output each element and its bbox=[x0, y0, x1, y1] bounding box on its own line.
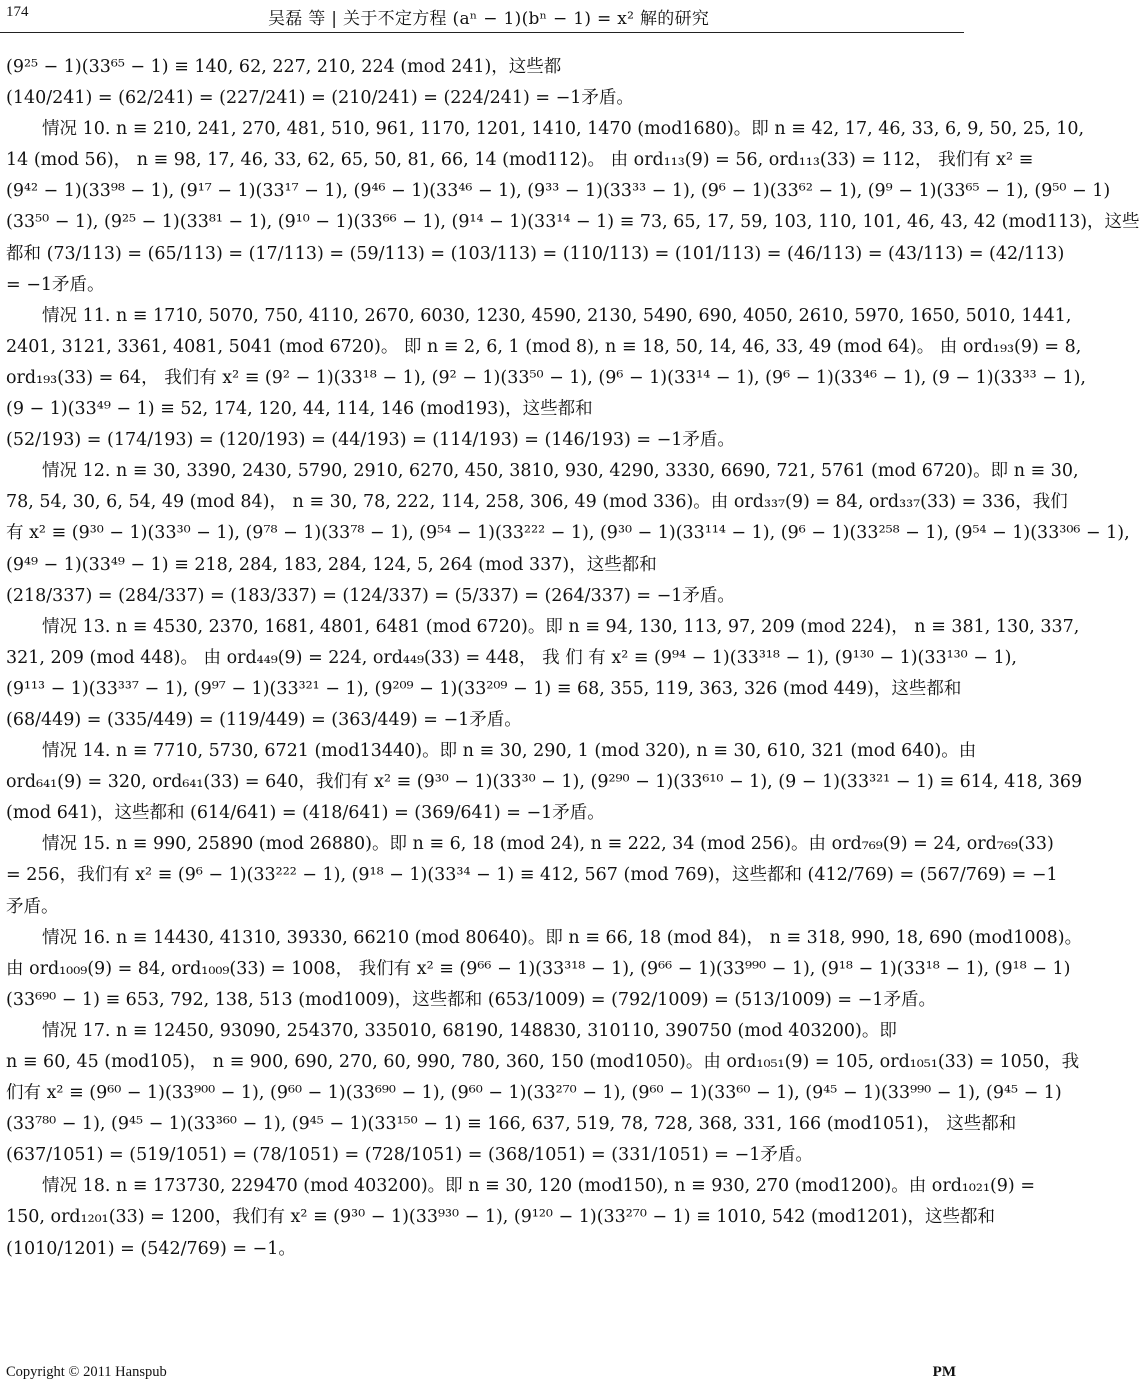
copyright-notice: Copyright © 2011 Hanspub bbox=[6, 1364, 167, 1380]
text-line: (9⁴⁹ − 1)(33⁴⁹ − 1) ≡ 218, 284, 183, 284, 124, 5, 264 (mod 337)，这些都和 bbox=[6, 554, 657, 575]
text-line: (637/1051) = (519/1051) = (78/1051) = (728/1051) = (368/1051) = (331/1051) = −1矛盾。 bbox=[6, 1145, 813, 1166]
text-line: 们有 x² ≡ (9⁶⁰ − 1)(33⁹⁰⁰ − 1), (9⁶⁰ − 1)(33⁶⁹⁰ − 1), (9⁶⁰ − 1)(33²⁷⁰ − 1), (9⁶⁰ − 1)(33⁶⁰ − 1), (9⁴⁵ − 1)(33⁹⁹⁰ − 1), (9⁴⁵ − 1) bbox=[6, 1083, 1062, 1104]
text-line: 情况 15. n ≡ 990, 25890 (mod 26880)。即 n ≡ 6, 18 (mod 24), n ≡ 222, 34 (mod 256)。由 ord₇₆₉(9) = 24, ord₇₆₉(33) bbox=[42, 834, 1054, 855]
text-line: (9²⁵ − 1)(33⁶⁵ − 1) ≡ 140, 62, 227, 210, 224 (mod 241)，这些都 bbox=[6, 57, 562, 77]
page-footer bbox=[0, 1364, 964, 1386]
text-line: (9¹¹³ − 1)(33³³⁷ − 1), (9⁹⁷ − 1)(33³²¹ − 1), (9²⁰⁹ − 1)(33²⁰⁹ − 1) ≡ 68, 355, 119, 363, 326 (mod 449)，这些都和 bbox=[6, 678, 962, 699]
text-line: (9⁴² − 1)(33⁹⁸ − 1), (9¹⁷ − 1)(33¹⁷ − 1), (9⁴⁶ − 1)(33⁴⁶ − 1), (9³³ − 1)(33³³ − 1), (9⁶ − 1)(33⁶² − 1), (9⁹ − 1)(33⁶⁵ − 1), (9⁵⁰ − 1) bbox=[6, 181, 1111, 202]
text-line: (1010/1201) = (542/769) = −1。 bbox=[6, 1238, 296, 1259]
running-title: 吴磊 等 | 关于不定方程 (aⁿ − 1)(bⁿ − 1) = x² 解的研究 bbox=[268, 9, 710, 29]
text-line: 情况 13. n ≡ 4530, 2370, 1681, 4801, 6481 (mod 6720)。即 n ≡ 94, 130, 113, 97, 209 (mod 224)， n ≡ 381, 130, 337, bbox=[42, 616, 1080, 637]
page-number: 174 bbox=[6, 4, 29, 20]
page-header bbox=[0, 0, 964, 38]
text-line: 有 x² ≡ (9³⁰ − 1)(33³⁰ − 1), (9⁷⁸ − 1)(33⁷⁸ − 1), (9⁵⁴ − 1)(33²²² − 1), (9³⁰ − 1)(33¹¹⁴ − 1), (9⁶ − 1)(33²⁵⁸ − 1), (9⁵⁴ − 1)(33³⁰⁶ − 1), bbox=[6, 523, 1130, 544]
text-line: 情况 18. n ≡ 173730, 229470 (mod 403200)。即 n ≡ 30, 120 (mod150), n ≡ 930, 270 (mod1200)。由 ord₁₀₂₁(9) = bbox=[42, 1176, 1035, 1197]
text-line: 321, 209 (mod 448)。 由 ord₄₄₉(9) = 224, ord₄₄₉(33) = 448， 我 们 有 x² ≡ (9⁹⁴ − 1)(33³¹⁸ − 1), (9¹³⁰ − 1)(33¹³⁰ − 1), bbox=[6, 647, 1017, 668]
text-line: 78, 54, 30, 6, 54, 49 (mod 84)， n ≡ 30, 78, 222, 114, 258, 306, 49 (mod 336)。由 ord₃₃₇(9) = 84, ord₃₃₇(33) = 336，我们 bbox=[6, 492, 1068, 513]
text-line: 情况 10. n ≡ 210, 241, 270, 481, 510, 961, 1170, 1201, 1410, 1470 (mod1680)。即 n ≡ 42, 17, 46, 33, 6, 9, 50, 25, 10, bbox=[42, 119, 1085, 140]
text-line: (mod 641)，这些都和 (614/641) = (418/641) = (369/641) = −1矛盾。 bbox=[6, 803, 605, 824]
text-line: 情况 11. n ≡ 1710, 5070, 750, 4110, 2670, 6030, 1230, 4590, 2130, 5490, 690, 4050, 2610, 5970, 1650, 5010, 1441, bbox=[42, 305, 1072, 326]
text-line: (140/241) = (62/241) = (227/241) = (210/241) = (224/241) = −1矛盾。 bbox=[6, 88, 634, 109]
text-line: (33⁷⁸⁰ − 1), (9⁴⁵ − 1)(33³⁶⁰ − 1), (9⁴⁵ − 1)(33¹⁵⁰ − 1) ≡ 166, 637, 519, 78, 728, 368, 331, 166 (mod1051)， 这些都和 bbox=[6, 1114, 1017, 1135]
text-line: 150, ord₁₂₀₁(33) = 1200，我们有 x² ≡ (9³⁰ − 1)(33⁹³⁰ − 1), (9¹²⁰ − 1)(33²⁷⁰ − 1) ≡ 1010, 542 (mod1201)，这些都和 bbox=[6, 1207, 996, 1228]
article-body bbox=[6, 52, 1140, 1265]
text-line: (33⁵⁰ − 1), (9²⁵ − 1)(33⁸¹ − 1), (9¹⁰ − 1)(33⁶⁶ − 1), (9¹⁴ − 1)(33¹⁴ − 1) ≡ 73, 65, 17, 59, 103, 110, 101, 46, 43, 42 (mod113)，这些 bbox=[6, 212, 1140, 233]
header-rule bbox=[0, 32, 964, 33]
text-line: = 256，我们有 x² ≡ (9⁶ − 1)(33²²² − 1), (9¹⁸ − 1)(33³⁴ − 1) ≡ 412, 567 (mod 769)，这些都和 (412/769) = (567/769) = −1 bbox=[6, 865, 1058, 886]
text-line: 2401, 3121, 3361, 4081, 5041 (mod 6720)。 即 n ≡ 2, 6, 1 (mod 8), n ≡ 18, 50, 14, 46, 33, 49 (mod 64)。 由 ord₁₉₃(9) = 8, bbox=[6, 336, 1082, 357]
text-line: 由 ord₁₀₀₉(9) = 84, ord₁₀₀₉(33) = 1008， 我们有 x² ≡ (9⁶⁶ − 1)(33³¹⁸ − 1), (9⁶⁶ − 1)(33⁹⁹⁰ − 1), (9¹⁸ − 1)(33¹⁸ − 1), (9¹⁸ − 1) bbox=[6, 958, 1071, 979]
text-line: 都和 (73/113) = (65/113) = (17/113) = (59/113) = (103/113) = (110/113) = (101/113) = (46/113) = (43/113) = (42/113) bbox=[6, 243, 1065, 264]
text-line: 情况 14. n ≡ 7710, 5730, 6721 (mod13440)。即 n ≡ 30, 290, 1 (mod 320), n ≡ 30, 610, 321 (mod 640)。由 bbox=[42, 741, 977, 762]
text-line: n ≡ 60, 45 (mod105)， n ≡ 900, 690, 270, 60, 990, 780, 360, 150 (mod1050)。由 ord₁₀₅₁(9) = 105, ord₁₀₅₁(33) = 1050，我 bbox=[6, 1052, 1080, 1072]
text-line: (9 − 1)(33⁴⁹ − 1) ≡ 52, 174, 120, 44, 114, 146 (mod193)，这些都和 bbox=[6, 399, 593, 420]
text-line: (33⁶⁹⁰ − 1) ≡ 653, 792, 138, 513 (mod1009)，这些都和 (653/1009) = (792/1009) = (513/1009) = −1矛盾。 bbox=[6, 989, 936, 1010]
text-line: (218/337) = (284/337) = (183/337) = (124/337) = (5/337) = (264/337) = −1矛盾。 bbox=[6, 585, 735, 606]
text-line: 情况 17. n ≡ 12450, 93090, 254370, 335010, 68190, 148830, 310110, 390750 (mod 403200)。即 bbox=[42, 1020, 897, 1041]
text-line: = −1矛盾。 bbox=[6, 274, 105, 295]
publisher-mark: PM bbox=[932, 1364, 956, 1380]
text-line: (68/449) = (335/449) = (119/449) = (363/449) = −1矛盾。 bbox=[6, 709, 522, 730]
text-line: 矛盾。 bbox=[6, 896, 59, 917]
text-line: (52/193) = (174/193) = (120/193) = (44/193) = (114/193) = (146/193) = −1矛盾。 bbox=[6, 430, 735, 451]
text-line: 14 (mod 56)， n ≡ 98, 17, 46, 33, 62, 65, 50, 81, 66, 14 (mod112)。 由 ord₁₁₃(9) = 56, ord₁₁₃(33) = 112， 我们有 x² ≡ bbox=[6, 150, 1034, 171]
text-line: 情况 12. n ≡ 30, 3390, 2430, 5790, 2910, 6270, 450, 3810, 930, 4290, 3330, 6690, 721, 5761 (mod 6720)。即 n ≡ 30, bbox=[42, 461, 1079, 482]
text-line: ord₁₉₃(33) = 64， 我们有 x² ≡ (9² − 1)(33¹⁸ − 1), (9² − 1)(33⁵⁰ − 1), (9⁶ − 1)(33¹⁴ − 1), (9⁶ − 1)(33⁴⁶ − 1), (9 − 1)(33³³ − 1), bbox=[6, 367, 1086, 388]
text-line: ord₆₄₁(9) = 320, ord₆₄₁(33) = 640，我们有 x² ≡ (9³⁰ − 1)(33³⁰ − 1), (9²⁹⁰ − 1)(33⁶¹⁰ − 1), (9 − 1)(33³²¹ − 1) ≡ 614, 418, 369 bbox=[6, 772, 1083, 793]
text-line: 情况 16. n ≡ 14430, 41310, 39330, 66210 (mod 80640)。即 n ≡ 66, 18 (mod 84)， n ≡ 318, 990, 18, 690 (mod1008)。 bbox=[42, 927, 1083, 948]
